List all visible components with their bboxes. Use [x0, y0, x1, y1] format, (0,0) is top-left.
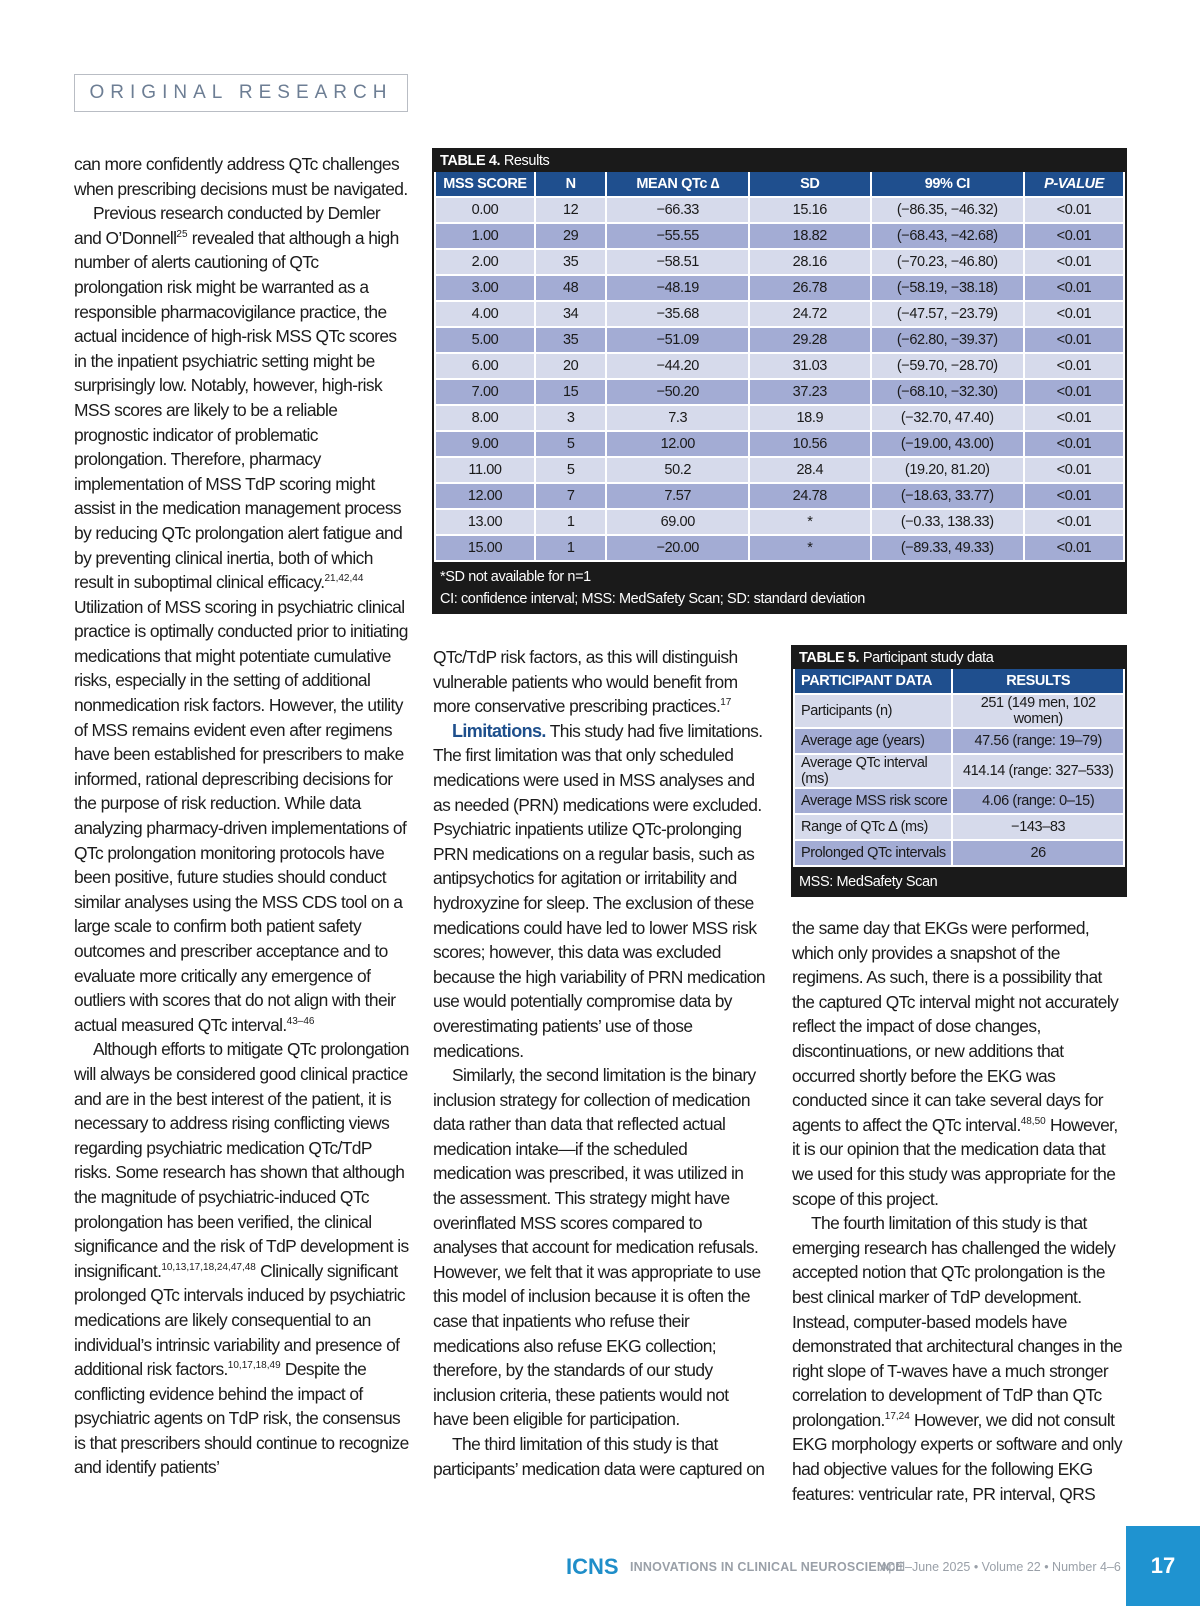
table-cell: −58.51	[606, 249, 749, 275]
table-cell: 5	[535, 431, 606, 457]
table-cell: 1	[535, 535, 606, 561]
table-cell: (−32.70, 47.40)	[871, 405, 1025, 431]
table-cell: 28.16	[749, 249, 870, 275]
table-row	[794, 814, 1124, 840]
table-cell: 29.28	[749, 327, 870, 353]
table-row	[794, 840, 1124, 866]
paragraph	[792, 916, 1127, 1211]
table-caption	[793, 645, 1125, 669]
citation: 25	[176, 228, 188, 240]
subheading: Limitations.	[452, 720, 546, 741]
table-cell: 35	[535, 249, 606, 275]
footnote-line: *SD not available for n=1	[440, 569, 591, 585]
table-row	[435, 223, 1124, 249]
table-cell: (−70.23, −46.80)	[871, 249, 1025, 275]
column-header: RESULTS	[952, 669, 1124, 694]
table-cell: (−0.33, 138.33)	[871, 509, 1025, 535]
text-run: the same day that EKGs were performed, which only provides a snapshot of the regimens. As such, there is a possibility that the captured QTc interval might not accurately reflect the impact of dose changes, discontinuations, or new additions that occurred shortly before the EKG was conducted since it can take several days for agents to affect the QTc interval.	[792, 918, 1119, 1135]
citation: 17,24	[884, 1411, 910, 1423]
table-row	[435, 431, 1124, 457]
citation: 21,42,44	[324, 573, 364, 585]
table-footnote	[434, 562, 1125, 612]
table-cell: (−58.19, −38.18)	[871, 275, 1025, 301]
table-cell: <0.01	[1024, 353, 1124, 379]
table-cell: 7.57	[606, 483, 749, 509]
text-run: Clinically significant prolonged QTc intervals induced by psychiatric medications are likely consequential to an individual’s intrinsic variability and presence of additional risk factors.	[74, 1260, 406, 1380]
table-cell: 9.00	[435, 431, 535, 457]
citation: 43–46	[286, 1015, 315, 1027]
table-cell: (−68.10, −32.30)	[871, 379, 1025, 405]
table-row	[794, 728, 1124, 754]
column-header: SD	[749, 172, 870, 197]
text-run: Despite the conflicting evidence behind the impact of psychiatric agents on TdP risk, the consensus is that prescribers should continue to recognize and identify patients’	[74, 1359, 409, 1478]
table-label: TABLE 4.	[440, 153, 501, 169]
table-cell: 12.00	[435, 483, 535, 509]
body-column-3	[792, 916, 1127, 1506]
table-header-row	[794, 669, 1124, 694]
table-cell: (−19.00, 43.00)	[871, 431, 1025, 457]
journal-issue: April–June 2025 • Volume 22 • Number 4–6	[880, 1560, 1121, 1574]
paragraph	[433, 645, 765, 719]
table-cell: Average QTc interval (ms)	[794, 754, 952, 788]
table-cell: 26.78	[749, 275, 870, 301]
citation: 10,13,17,18,24,47,48	[161, 1261, 256, 1273]
text-run: However, we did not consult EKG morphology experts or software and only had objective values for the following EKG features: ventricular rate, PR interval, QRS	[792, 1409, 1122, 1504]
table-cell: <0.01	[1024, 535, 1124, 561]
text-run: Although efforts to mitigate QTc prolongation will always be considered good clinical practice and are in the best interest of the patient, it is necessary to address rising conflicting views regarding psychiatric medication QTc/TdP risks. Some research has shown that although the magnitude of psychiatric-induced QTc prolongation has been verified, the clinical significance and the risk of TdP development is insignificant.	[74, 1039, 409, 1281]
table-cell: 34	[535, 301, 606, 327]
results-table	[434, 172, 1125, 562]
paragraph	[792, 1211, 1127, 1506]
table-cell: 3	[535, 405, 606, 431]
table-title: Participant study data	[859, 650, 994, 666]
table-cell: 15.00	[435, 535, 535, 561]
table-cell: *	[749, 509, 870, 535]
column-header: N	[535, 172, 606, 197]
citation: 48,50	[1020, 1115, 1046, 1127]
text-run: The fourth limitation of this study is that emerging research has challenged the widely accepted notion that QTc prolongation is the best clinical marker of TdP development. Instead, computer-based models have demonstrated that architectural changes in the right slope of T-waves have a much stronger correlation to development of TdP than QTc prolongation.	[792, 1213, 1123, 1430]
table-cell: <0.01	[1024, 197, 1124, 223]
table-cell: 4.06 (range: 0–15)	[952, 788, 1124, 814]
table-4	[432, 148, 1127, 614]
table-cell: <0.01	[1024, 327, 1124, 353]
table-cell: 31.03	[749, 353, 870, 379]
table-cell: 7.3	[606, 405, 749, 431]
table-cell: 10.56	[749, 431, 870, 457]
table-cell: (−47.57, −23.79)	[871, 301, 1025, 327]
table-cell: 24.72	[749, 301, 870, 327]
table-cell: Average age (years)	[794, 728, 952, 754]
table-cell: −51.09	[606, 327, 749, 353]
table-cell: Range of QTc ∆ (ms)	[794, 814, 952, 840]
table-cell: 26	[952, 840, 1124, 866]
table-cell: 4.00	[435, 301, 535, 327]
page-number: 17	[1126, 1526, 1200, 1606]
text-run: However, it is our opinion that the medication data that we used for this study was appropriate for the scope of this project.	[792, 1114, 1118, 1209]
table-cell: <0.01	[1024, 275, 1124, 301]
table-row	[794, 754, 1124, 788]
table-cell: −55.55	[606, 223, 749, 249]
text-run: QTc/TdP risk factors, as this will distinguish vulnerable patients who would benefit from more conservative prescribing practices.	[433, 647, 738, 717]
table-cell: 251 (149 men, 102 women)	[952, 694, 1124, 728]
table-cell: 29	[535, 223, 606, 249]
table-cell: (−59.70, −28.70)	[871, 353, 1025, 379]
table-cell: <0.01	[1024, 223, 1124, 249]
table-cell: 50.2	[606, 457, 749, 483]
section-label: ORIGINAL RESEARCH	[74, 74, 408, 112]
table-footnote: MSS: MedSafety Scan	[799, 874, 938, 890]
table-cell: 28.4	[749, 457, 870, 483]
table-row	[794, 788, 1124, 814]
table-row	[435, 249, 1124, 275]
table-cell: 6.00	[435, 353, 535, 379]
table-cell: <0.01	[1024, 483, 1124, 509]
table-cell: 414.14 (range: 327–533)	[952, 754, 1124, 788]
table-cell: (−68.43, −42.68)	[871, 223, 1025, 249]
column-header: MSS SCORE	[435, 172, 535, 197]
table-row	[435, 197, 1124, 223]
table-cell: −44.20	[606, 353, 749, 379]
table-row	[435, 353, 1124, 379]
table-cell: (19.20, 81.20)	[871, 457, 1025, 483]
table-cell: 15	[535, 379, 606, 405]
table-cell: 2.00	[435, 249, 535, 275]
paragraph: Similarly, the second limitation is the binary inclusion strategy for collection of medication data rather than data that reflected actual medication intake—if the scheduled medication was prescribed, it was utilized in the assessment. This strategy might have overinflated MSS scores compared to analyses that account for medication refusals. However, we felt that it was appropriate to use this model of inclusion because it is often the case that inpatients who refuse their medications also refuse EKG collection; therefore, by the standards of our study inclusion criteria, these patients would not have been eligible for participation.	[433, 1065, 761, 1430]
table-cell: <0.01	[1024, 457, 1124, 483]
participant-table	[793, 669, 1125, 867]
text-run: revealed that although a high number of alerts cautioning of QTc prolongation risk might be warranted as a responsible pharmacovigilance practice, the actual incidence of high-risk MSS QTc scores in the inpatient psychiatric setting might be surprisingly low. Notably, however, high-risk MSS scores are likely to be a reliable prognostic indicator of problematic prolongation. Therefore, pharmacy implementation of MSS TdP scoring might assist in the medication management process by reducing QTc prolongation alert fatigue and by preventing clinical inertia, both of which result in suboptimal clinical efficacy.	[74, 227, 403, 593]
table-row	[435, 483, 1124, 509]
table-cell: 15.16	[749, 197, 870, 223]
table-cell: 47.56 (range: 19–79)	[952, 728, 1124, 754]
table-row	[435, 275, 1124, 301]
table-cell: 18.82	[749, 223, 870, 249]
journal-name: INNOVATIONS IN CLINICAL NEUROSCIENCE	[630, 1560, 904, 1574]
table-cell: 7	[535, 483, 606, 509]
table-cell: Average MSS risk score	[794, 788, 952, 814]
table-cell: <0.01	[1024, 431, 1124, 457]
table-cell: −50.20	[606, 379, 749, 405]
table-cell: Participants (n)	[794, 694, 952, 728]
table-cell: 11.00	[435, 457, 535, 483]
citation: 10,17,18,49	[227, 1360, 281, 1372]
table-cell: (−62.80, −39.37)	[871, 327, 1025, 353]
table-row	[435, 301, 1124, 327]
body-column-2	[433, 645, 765, 1481]
table-cell: 12	[535, 197, 606, 223]
table-cell: 5.00	[435, 327, 535, 353]
table-row	[435, 535, 1124, 561]
table-cell: (−86.35, −46.32)	[871, 197, 1025, 223]
table-cell: <0.01	[1024, 509, 1124, 535]
table-cell: 37.23	[749, 379, 870, 405]
table-cell: (−89.33, 49.33)	[871, 535, 1025, 561]
table-cell: 35	[535, 327, 606, 353]
body-column-1	[74, 152, 410, 1480]
table-cell: −66.33	[606, 197, 749, 223]
table-cell: −35.68	[606, 301, 749, 327]
table-cell: 12.00	[606, 431, 749, 457]
table-5	[791, 645, 1127, 897]
table-cell: (−18.63, 33.77)	[871, 483, 1025, 509]
table-row	[794, 694, 1124, 728]
paragraph	[74, 201, 410, 1037]
table-cell: 5	[535, 457, 606, 483]
table-cell: 20	[535, 353, 606, 379]
paragraph: can more confidently address QTc challenges when prescribing decisions must be navigated.	[74, 154, 408, 199]
table-cell: −20.00	[606, 535, 749, 561]
column-header: 99% CI	[871, 172, 1025, 197]
table-cell: 7.00	[435, 379, 535, 405]
column-header: MEAN QTc ∆	[606, 172, 749, 197]
table-cell: <0.01	[1024, 405, 1124, 431]
text-run: Utilization of MSS scoring in psychiatric clinical practice is optimally conducted prior to initiating medications that might potentiate cumulative risks, especially in the setting of additional nonmedication risk factors. However, the utility of MSS remains evident even after regimens have been established for prescribers to make informed, rational deprescribing decisions for the purpose of risk reduction. While data analyzing pharmacy-driven implementations of QTc prolongation monitoring protocols have been positive, future studies should conduct similar analyses using the MSS CDS tool on a large scale to confirm both patient safety outcomes and prescriber acceptance and to evaluate more critically any emergence of outliers with scores that do not align with their actual measured QTc interval.	[74, 596, 408, 1035]
table-row	[435, 457, 1124, 483]
table-cell: 1.00	[435, 223, 535, 249]
table-cell: 3.00	[435, 275, 535, 301]
paragraph: The third limitation of this study is that participants’ medication data were captured on	[433, 1434, 765, 1479]
table-row	[435, 509, 1124, 535]
table-cell: 69.00	[606, 509, 749, 535]
table-caption	[434, 148, 1125, 172]
text-run: Previous research conducted by Demler and O’Donnell	[74, 203, 381, 248]
table-cell: <0.01	[1024, 249, 1124, 275]
table-label: TABLE 5.	[799, 650, 860, 666]
table-cell: 24.78	[749, 483, 870, 509]
table-cell: 18.9	[749, 405, 870, 431]
table-row	[435, 327, 1124, 353]
column-header: PARTICIPANT DATA	[794, 669, 952, 694]
paragraph	[433, 719, 765, 1063]
table-cell: 0.00	[435, 197, 535, 223]
page-footer	[0, 1526, 1200, 1606]
table-cell: −143–83	[952, 814, 1124, 840]
table-cell: Prolonged QTc intervals	[794, 840, 952, 866]
table-cell: 48	[535, 275, 606, 301]
table-cell: 1	[535, 509, 606, 535]
table-cell: <0.01	[1024, 379, 1124, 405]
citation: 17	[720, 697, 732, 709]
table-header-row	[435, 172, 1124, 197]
table-cell: −48.19	[606, 275, 749, 301]
footnote-line: CI: confidence interval; MSS: MedSafety Scan; SD: standard deviation	[440, 591, 865, 607]
table-cell: <0.01	[1024, 301, 1124, 327]
table-row	[435, 379, 1124, 405]
table-row	[435, 405, 1124, 431]
paragraph	[74, 1037, 410, 1480]
table-title: Results	[500, 153, 550, 169]
journal-abbreviation: ICNS	[566, 1554, 619, 1579]
table-cell: *	[749, 535, 870, 561]
text-run: This study had five limitations. The first limitation was that only scheduled medications were used in MSS analyses and as needed (PRN) medications were excluded. Psychiatric inpatients utilize QTc-prolonging PRN medications on a regular basis, such as antipsychotics for agitation or irritability and hydroxyzine for sleep. The exclusion of these medications could have led to lower MSS risk scores; however, this data was excluded because the high variability of PRN medication use would potentially compromise data by overestimating patients’ use of those medications.	[433, 720, 765, 1061]
table-cell: 8.00	[435, 405, 535, 431]
table-cell: 13.00	[435, 509, 535, 535]
column-header: P-VALUE	[1024, 172, 1124, 197]
